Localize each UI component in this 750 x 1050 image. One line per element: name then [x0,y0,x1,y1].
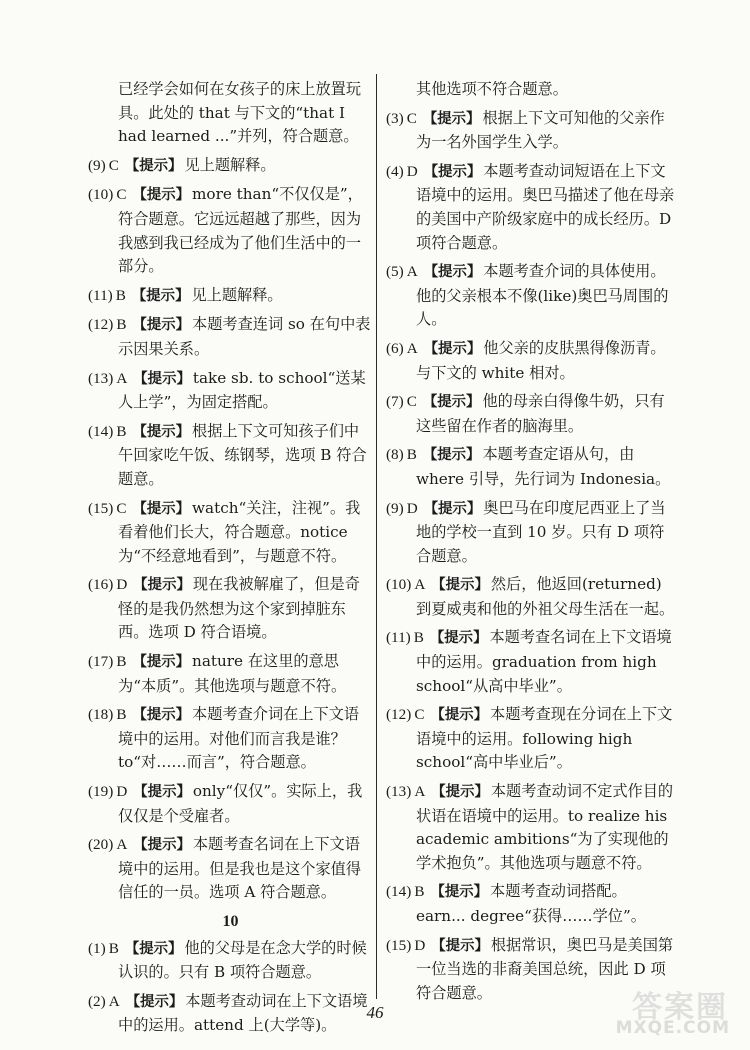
answer-letter: A [414,783,426,801]
explanation-text: only“仅仅”。实际上，我仅仅是个受雇者。 [118,782,363,825]
answer-letter: A [108,992,120,1010]
hint-label: 【提示】 [132,317,191,334]
answer-letter: D [116,783,128,801]
answer-letter: D [406,499,418,517]
answer-item [88,367,373,415]
answer-letter: B [116,316,127,334]
explanation-text: 他的父母是在念大学的时候认识的。只有 B 项符合题意。 [118,938,367,982]
hint-label: 【提示】 [132,707,191,724]
question-number: (18) [88,706,114,724]
question-number: (4) [386,162,404,180]
hint-label: 【提示】 [423,500,482,517]
answer-item [88,420,373,492]
answer-letter: A [116,369,128,387]
question-number: (10) [386,576,412,594]
answer-letter: B [116,422,127,440]
watermark-url: MXQE.COM [615,1018,730,1038]
question-number: (14) [386,883,412,901]
explanation-text: 根据上下文可知孩子们中午回家吃午饭、练钢琴，选项 B 符合题意。 [118,421,367,488]
explanation-text: 本题考查动词不定式作目的状语在语境中的运用。to realize his academic ambitions“为了实现他的学术抱负”。其他选项与题意不符。 [416,782,674,872]
explanation-text: 见上题解释。 [191,285,283,304]
hint-label: 【提示】 [124,940,183,957]
answer-letter: C [406,393,417,411]
question-number: (9) [88,156,106,174]
explanation-text: 本题考查介词的具体使用。他的父亲根本不像(like)奥巴马周围的人。 [416,262,669,329]
explanation-text: watch“关注，注视”。我看着他们长大，符合题意。notice 为“不经意地看到”，与题意不符。 [118,498,361,565]
answer-letter: D [116,576,128,594]
answer-letter: C [108,156,119,174]
question-number: (12) [386,706,412,724]
answer-letter: B [414,883,425,901]
answer-letter: A [406,339,418,357]
explanation-text: 奥巴马在印度尼西亚上了当地的学校一直到 10 岁。只有 D 项符合题意。 [416,498,666,565]
question-number: (15) [386,936,412,954]
answer-item [88,703,373,775]
page-number: 46 [366,1003,384,1022]
question-number: (6) [386,339,404,357]
left-column [88,78,373,1043]
hint-label: 【提示】 [133,784,191,801]
answer-letter: C [414,706,425,724]
explanation-text: take sb. to school“送某人上学”，为固定搭配。 [118,368,366,412]
watermark-text: 答案圈 [632,990,728,1025]
answer-item [88,313,373,361]
right-column [386,78,676,1010]
explanation-text: 本题考查介词在上下文语境中的运用。对他们而言我是谁？to“对……而言”，符合题意。 [118,705,360,772]
continued-text [88,78,373,149]
answer-item [386,626,676,698]
explanation-text: 他的母亲白得像牛奶，只有这些留在作者的脑海里。 [416,392,665,435]
hint-label: 【提示】 [131,287,190,304]
explanation-text: 本题考查名词在上下文语境中的运用。但是我也是这个家值得信任的一员。选项 A 符合题意。 [118,835,361,902]
watermark-logo [586,982,734,1038]
hint-label: 【提示】 [423,264,482,281]
answer-letter: C [116,499,127,517]
answer-item [88,650,373,698]
question-number: (15) [88,499,114,517]
explanation-text: 本题考查名词在上下文语境中的运用。graduation from high school“从高中毕业”。 [416,628,672,695]
explanation-text: 已经学会如何在女孩子的床上放置玩具。此处的 that 与下文的“that I had learned ...”并列，符合题意。 [118,80,361,146]
question-number: (13) [386,783,412,801]
explanation-text: 本题考查动词短语在上下文语境中的运用。奥巴马描述了他在母亲的美国中产阶级家庭中的成长经历。D 项符合题意。 [416,161,677,252]
answer-item [386,260,676,332]
question-number: (13) [88,369,114,387]
question-number: (7) [386,393,404,411]
answer-letter: B [413,629,424,647]
explanation-text: 本题考查定语从句，由 where 引导，先行词为 Indonesia。 [416,445,671,488]
hint-label: 【提示】 [133,370,191,387]
hint-label: 【提示】 [133,577,191,594]
answer-letter: C [116,186,127,204]
question-number: (10) [88,186,114,204]
question-number: (17) [88,653,114,671]
explanation-text: 本题考查动词在上下文语境中的运用。attend 上(大学等)。 [118,991,368,1035]
hint-label: 【提示】 [431,937,489,954]
answer-item [88,284,373,309]
answer-letter: A [406,263,418,281]
continued-text [386,78,676,102]
answer-letter: D [406,162,418,180]
answer-item [88,497,373,569]
answer-letter: A [414,576,426,594]
answer-item [88,183,373,278]
answer-item [386,337,676,385]
hint-label: 【提示】 [132,654,191,671]
hint-label: 【提示】 [422,447,481,464]
hint-label: 【提示】 [124,157,183,174]
explanation-text: 本题考查动词搭配。earn... degree“获得……学位”。 [416,882,646,925]
question-number: (14) [88,422,114,440]
hint-label: 【提示】 [422,110,481,127]
section-title: 10 [222,913,239,930]
question-number: (16) [88,576,114,594]
explanation-text: 本题考查现在分词在上下文语境中的运用。following high school“高中毕业后”。 [416,705,673,772]
answer-letter: B [116,706,127,724]
answer-item [88,833,373,905]
answer-letter: C [406,109,417,127]
question-number: (19) [88,783,114,801]
hint-label: 【提示】 [132,187,191,204]
explanation-text: nature 在这里的意思为“本质”。其他选项与题意不符。 [118,652,347,695]
explanation-text: 其他选项不符合题意。 [416,80,568,98]
question-number: (2) [88,992,106,1010]
answer-letter: A [116,836,128,854]
answer-letter: D [414,936,426,954]
answer-item [386,573,676,621]
explanation-text: 根据上下文可知他的父亲作为一名外国学生入学。 [416,108,665,152]
explanation-text: more than“不仅仅是”，符合题意。它远远超越了那些，因为我感到我已经成为了他们生活中的一部分。 [118,185,363,276]
answer-letter: B [116,653,127,671]
question-number: (1) [88,939,106,957]
question-number: (8) [386,446,404,464]
answer-item [88,937,373,985]
hint-label: 【提示】 [423,340,482,357]
explanation-text: 现在我被解雇了，但是奇怪的是我仍然想为这个家到掉脏东西。选项 D 符合语境。 [118,575,360,642]
explanation-text: 他父亲的皮肤黑得像沥青。与下文的 white 相对。 [416,338,666,382]
hint-label: 【提示】 [422,394,481,411]
hint-label: 【提示】 [132,423,191,440]
hint-label: 【提示】 [132,500,191,517]
answer-item [386,780,676,875]
explanation-text: 根据常识，奥巴马是美国第一位当选的非裔美国总统，因此 D 项符合题意。 [416,935,674,1002]
hint-label: 【提示】 [125,993,184,1010]
question-number: (11) [386,629,411,647]
answer-item [88,154,373,179]
answer-letter: B [108,939,119,957]
answer-letter: B [115,286,126,304]
explanation-text: 见上题解释。 [184,155,276,174]
answer-item [386,703,676,775]
hint-label: 【提示】 [430,707,489,724]
hint-label: 【提示】 [431,577,489,594]
hint-label: 【提示】 [429,630,488,647]
question-number: (11) [88,286,113,304]
hint-label: 【提示】 [133,837,191,854]
question-number: (9) [386,499,404,517]
question-number: (20) [88,836,114,854]
answer-item [386,497,676,569]
question-number: (5) [386,263,404,281]
answer-letter: B [406,446,417,464]
question-number: (12) [88,316,114,334]
explanation-text: 本题考查连词 so 在句中表示因果关系。 [118,315,371,358]
answer-item [386,107,676,155]
question-number: (3) [386,109,404,127]
hint-label: 【提示】 [431,784,489,801]
hint-label: 【提示】 [430,884,489,901]
answer-item [386,443,676,491]
hint-label: 【提示】 [423,163,482,180]
answer-item [386,390,676,438]
explanation-text: 然后，他返回(returned)到夏威夷和他的外祖父母生活在一起。 [416,575,675,618]
answer-item [386,160,676,255]
column-divider [376,74,377,999]
answer-item [88,573,373,645]
answer-item [386,880,676,928]
answer-item [88,780,373,828]
